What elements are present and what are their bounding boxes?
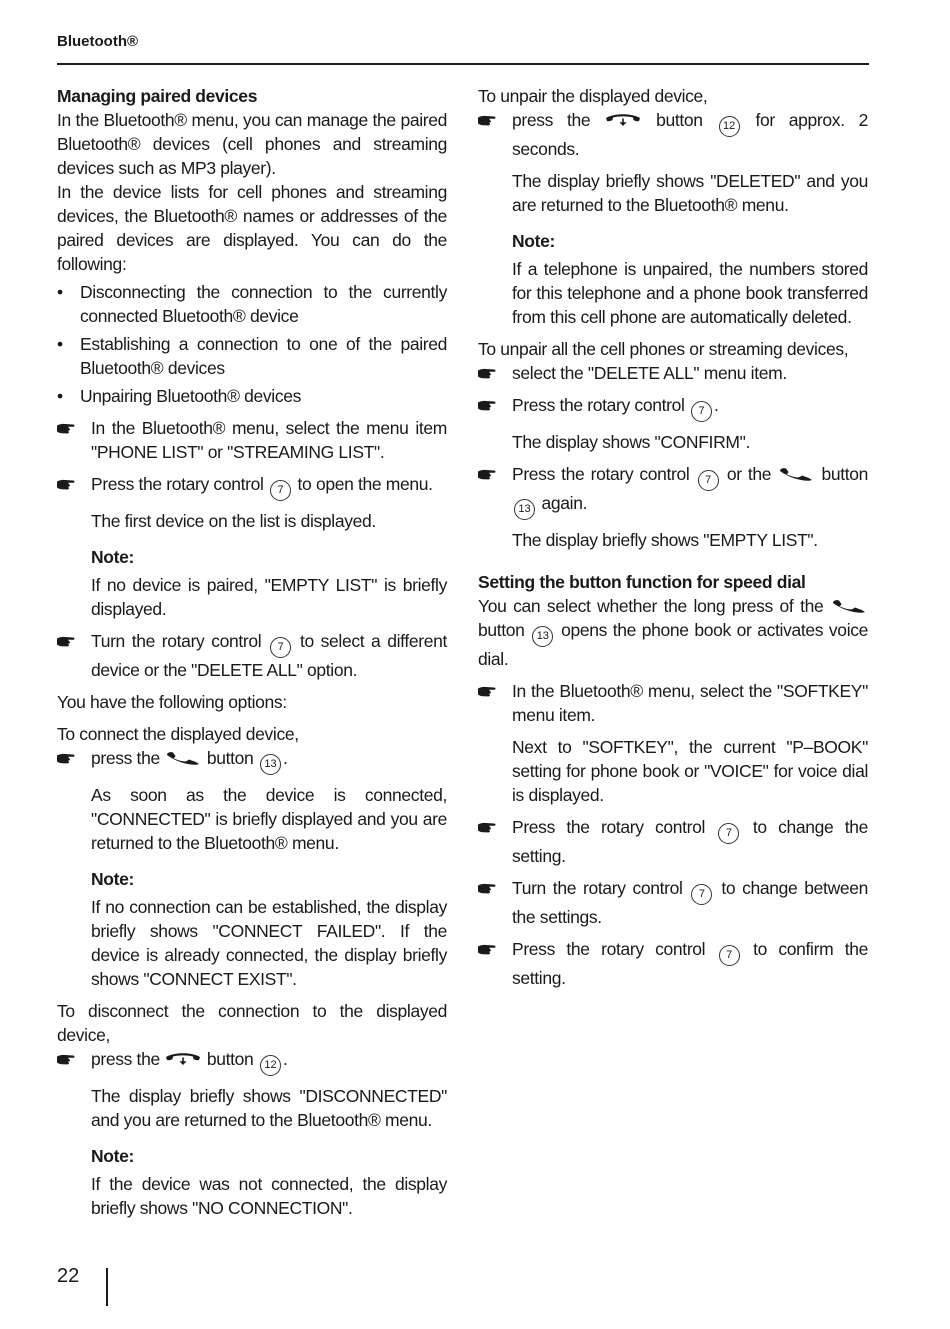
note-label: Note: [91,547,134,567]
step-text: Press the rotary control [512,939,706,959]
callout-number: 7 [270,480,291,501]
step-text: select the "DELETE ALL" menu item. [512,363,787,383]
instruction-step: press the button 12 . [57,1047,447,1076]
callout-number: 7 [698,470,719,491]
step-text: button [821,464,869,484]
paragraph-text: opens the phone book or activates voice dial. [478,620,869,669]
step-text: Press the rotary control [512,464,690,484]
step-text: Press the rotary control [512,817,706,837]
note-text: If a telephone is unpaired, the numbers stored for this telephone and a phone book transferred from this cell phone are automatically deleted. [512,259,868,327]
pointing-hand-icon [478,685,498,697]
pointing-hand-icon [57,752,77,764]
page-number: 22 [57,1265,80,1287]
call-button-icon [779,467,813,481]
connect-intro: To connect the displayed device, [57,724,299,744]
step-text: press the [91,748,160,768]
callout-number: 12 [260,1055,281,1076]
bullet-item [57,332,447,380]
options-text: You have the following options: [57,692,287,712]
callout-number: 13 [532,626,553,647]
pointing-hand-icon [478,399,498,411]
step-text: Press the rotary control [512,395,685,415]
step-text: Press the rotary control [91,474,264,494]
step-text: to change between the settings. [512,878,869,927]
pointing-hand-icon [478,882,498,894]
callout-number: 7 [719,945,740,966]
step-text: to open the menu. [297,474,433,494]
bullet-text: Establishing a connection to one of the paired Bluetooth® devices [80,334,447,378]
end-call-button-icon [166,1052,200,1066]
step-text: button [206,1049,254,1069]
step-text: Turn the rotary control [91,631,262,651]
section-header: Bluetooth® [57,33,139,50]
intro-paragraph: In the Bluetooth® menu, you can manage the paired Bluetooth® devices (cell phones and streaming devices such as MP3 player). [57,110,447,178]
callout-number: 7 [691,401,712,422]
speed-dial-paragraph [478,594,868,671]
pointing-hand-icon [478,943,498,955]
bullet-dot: • [57,386,63,406]
bullet-item [57,384,447,408]
note-text: If no device is paired, "EMPTY LIST" is briefly displayed. [91,575,447,619]
instruction-step [478,679,868,727]
step-text: press the [512,110,591,130]
call-button-icon [166,751,200,765]
instruction-step [478,462,868,520]
intro-paragraph-2: In the device lists for cell phones and streaming devices, the Bluetooth® names or addresses of the paired devices are displayed. You can do the following: [57,182,447,274]
pointing-hand-icon [57,422,77,434]
callout-number: 12 [719,116,740,137]
paragraph-text: You can select whether the long press of the [478,596,824,616]
page-number-bar [106,1268,108,1306]
pointing-hand-icon [57,478,77,490]
section-heading: Managing paired devices [57,86,258,106]
section-heading-speed-dial: Setting the button function for speed dial [478,572,806,592]
step-text: In the Bluetooth® menu, select the menu item "PHONE LIST" or "STREAMING LIST". [91,418,447,462]
note-text: If no connection can be established, the display briefly shows "CONNECT FAILED". If the device is already connected, the display briefly shows "CONNECT EXIST". [91,897,447,989]
step-text: In the Bluetooth® menu, select the "SOFTKEY" menu item. [512,681,868,725]
pointing-hand-icon [478,367,498,379]
bullet-item [57,280,447,328]
bullet-dot: • [57,334,63,354]
instruction-step: press the button 13 . [57,746,447,775]
result-text: The display shows "CONFIRM". [512,432,750,452]
step-text: button [656,110,703,130]
result-text: The first device on the list is displayed. [91,511,376,531]
step-text: press the [91,1049,160,1069]
instruction-step [478,108,868,161]
pointing-hand-icon [57,1053,77,1065]
bullet-text: Disconnecting the connection to the currently connected Bluetooth® device [80,282,447,326]
bullet-text: Unpairing Bluetooth® devices [80,386,302,406]
instruction-step [478,393,868,422]
result-text: The display briefly shows "DISCONNECTED" and you are returned to the Bluetooth® menu. [91,1086,447,1130]
step-text: to change the setting. [512,817,869,866]
step-text: again. [541,493,588,513]
callout-number: 7 [270,637,291,658]
left-column [57,84,447,1220]
end-call-button-icon [606,113,640,127]
callout-number: 13 [260,754,281,775]
instruction-step [478,361,868,385]
step-text: Turn the rotary control [512,878,683,898]
result-text: As soon as the device is connected, "CONNECTED" is briefly displayed and you are returned to the Bluetooth® menu. [91,785,447,853]
right-column [478,84,868,990]
step-text: or the [726,464,772,484]
note-label: Note: [91,869,134,889]
pointing-hand-icon [478,468,498,480]
unpair-all-intro: To unpair all the cell phones or streaming devices, [478,339,849,359]
pointing-hand-icon [57,635,77,647]
pointing-hand-icon [478,821,498,833]
disconnect-intro: To disconnect the connection to the displayed device, [57,1001,447,1045]
header-rule [57,63,869,65]
note-label: Note: [512,231,555,251]
step-text: to confirm the setting. [512,939,868,988]
instruction-step [478,815,868,868]
instruction-step [478,876,868,929]
step-text: for approx. 2 seconds. [512,110,869,159]
instruction-step [478,937,868,990]
bullet-dot: • [57,282,63,302]
result-text: Next to "SOFTKEY", the current "P–BOOK" setting for phone book or "VOICE" for voice dial is displayed. [512,737,868,805]
pointing-hand-icon [478,114,498,126]
step-text: . [714,395,719,415]
call-button-icon [832,599,866,613]
step-text: to select a different device or the "DELETE ALL" option. [91,631,448,680]
callout-number: 7 [718,823,739,844]
step-text: button [206,748,254,768]
note-label: Note: [91,1146,134,1166]
callout-number: 13 [514,499,535,520]
result-text: The display briefly shows "DELETED" and you are returned to the Bluetooth® menu. [512,171,868,215]
unpair-intro: To unpair the displayed device, [478,86,708,106]
instruction-step [57,472,447,501]
instruction-step [57,629,447,682]
paragraph-text: button [478,620,525,640]
note-text: If the device was not connected, the display briefly shows "NO CONNECTION". [91,1174,447,1218]
callout-number: 7 [691,884,712,905]
instruction-step [57,416,447,464]
result-text: The display briefly shows "EMPTY LIST". [512,530,818,550]
